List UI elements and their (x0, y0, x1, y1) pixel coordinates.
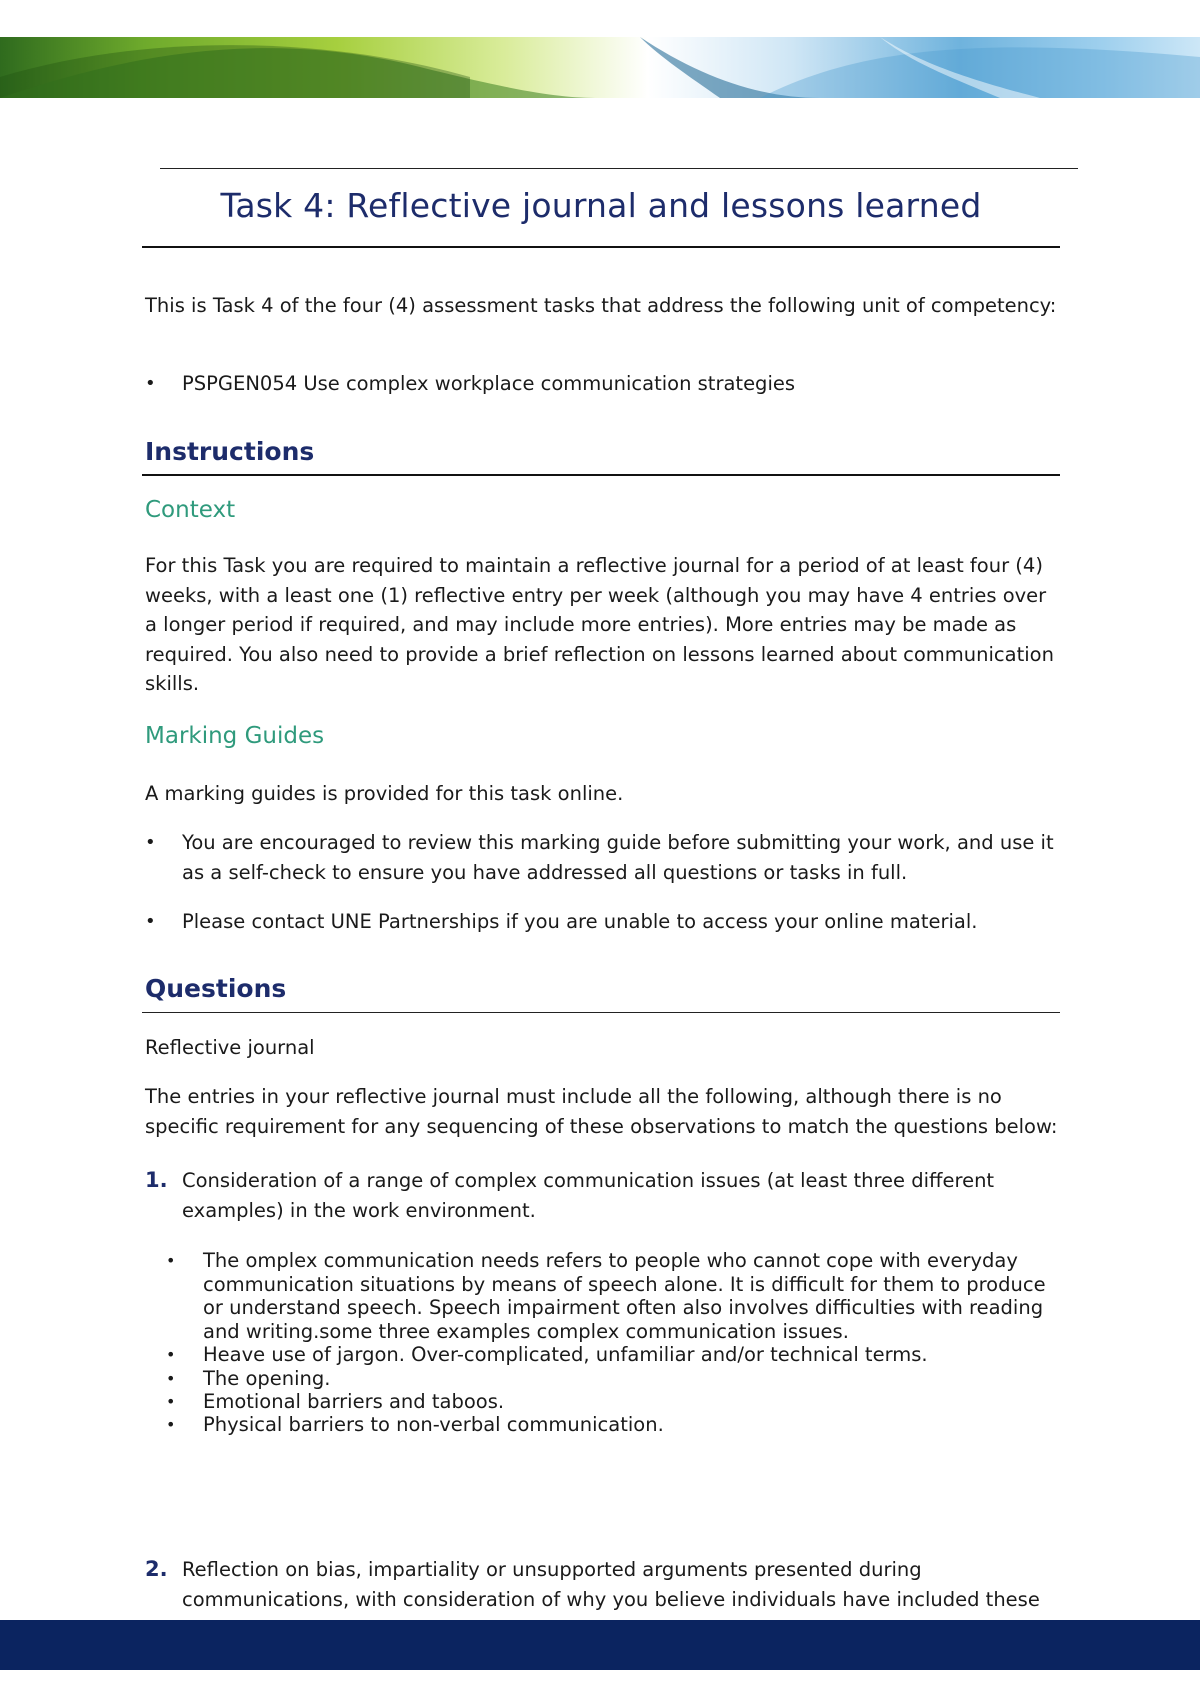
header-banner (0, 37, 1200, 98)
bullet-glyph: • (166, 1251, 176, 1270)
bullet-glyph: • (145, 911, 156, 932)
context-heading: Context (145, 497, 236, 523)
reflective-journal-label: Reflective journal (145, 1036, 315, 1059)
title-bottom-rule (142, 246, 1060, 248)
bullet-glyph: • (166, 1392, 176, 1411)
question-number: 2. (145, 1557, 168, 1581)
answer-bullet-text: Heave use of jargon. Over-complicated, unfamiliar and/or technical terms. (203, 1343, 928, 1366)
questions-lead-paragraph: The entries in your reflective journal must include all the following, although there is no specific requirement for any sequencing of these observations to match the questions below: (145, 1085, 1058, 1138)
instructions-heading: Instructions (145, 437, 315, 466)
footer-bar (0, 1620, 1200, 1670)
marking-guides-heading: Marking Guides (145, 723, 325, 749)
bullet-glyph: • (166, 1345, 176, 1364)
bullet-glyph: • (145, 373, 156, 394)
instructions-rule (142, 474, 1060, 476)
context-paragraph: For this Task you are required to maintain a reflective journal for a period of at least four (4) weeks, with a least one (1) reflective entry per week (although you may have 4 entries over a longer period if required, and may include more entries). More entries may be made as required. You also need to provide a brief reflection on lessons learned about communication skills. (145, 554, 1054, 695)
questions-heading: Questions (145, 974, 287, 1003)
answer-bullet-text: The opening. (203, 1367, 331, 1390)
answer-bullet-text: Physical barriers to non-verbal communication. (203, 1413, 664, 1436)
questions-rule (142, 1012, 1060, 1013)
answer-bullet-text: Emotional barriers and taboos. (203, 1390, 505, 1413)
page-title: Task 4: Reflective journal and lessons learned (220, 186, 982, 225)
marking-bullet-text: You are encouraged to review this marking guide before submitting your work, and use it as a self-check to ensure you have addressed all questions or tasks in full. (182, 831, 1054, 884)
marking-guides-paragraph: A marking guides is provided for this task online. (145, 782, 624, 805)
intro-paragraph: This is Task 4 of the four (4) assessment tasks that address the following unit of competency: (145, 294, 1057, 317)
unit-of-competency: PSPGEN054 Use complex workplace communication strategies (182, 372, 796, 395)
answer-bullet-text: The omplex communication needs refers to people who cannot cope with everyday communication situations by means of speech alone. It is difficult for them to produce or understand speech. Speech impairment often also involves difficulties with reading and writing.some three examples complex communication issues. (203, 1249, 1046, 1343)
bullet-glyph: • (166, 1415, 176, 1434)
marking-bullet-text: Please contact UNE Partnerships if you are unable to access your online material. (182, 910, 978, 933)
question-text: Reflection on bias, impartiality or unsupported arguments presented during communications, with consideration of why you believe individuals have included these (182, 1558, 1040, 1611)
question-number: 1. (145, 1168, 168, 1192)
title-top-rule (160, 168, 1078, 169)
question-text: Consideration of a range of complex communication issues (at least three different examples) in the work environment. (182, 1169, 995, 1222)
bullet-glyph: • (145, 832, 156, 853)
bullet-glyph: • (166, 1369, 176, 1388)
banner-swoosh-graphic (0, 37, 1200, 98)
